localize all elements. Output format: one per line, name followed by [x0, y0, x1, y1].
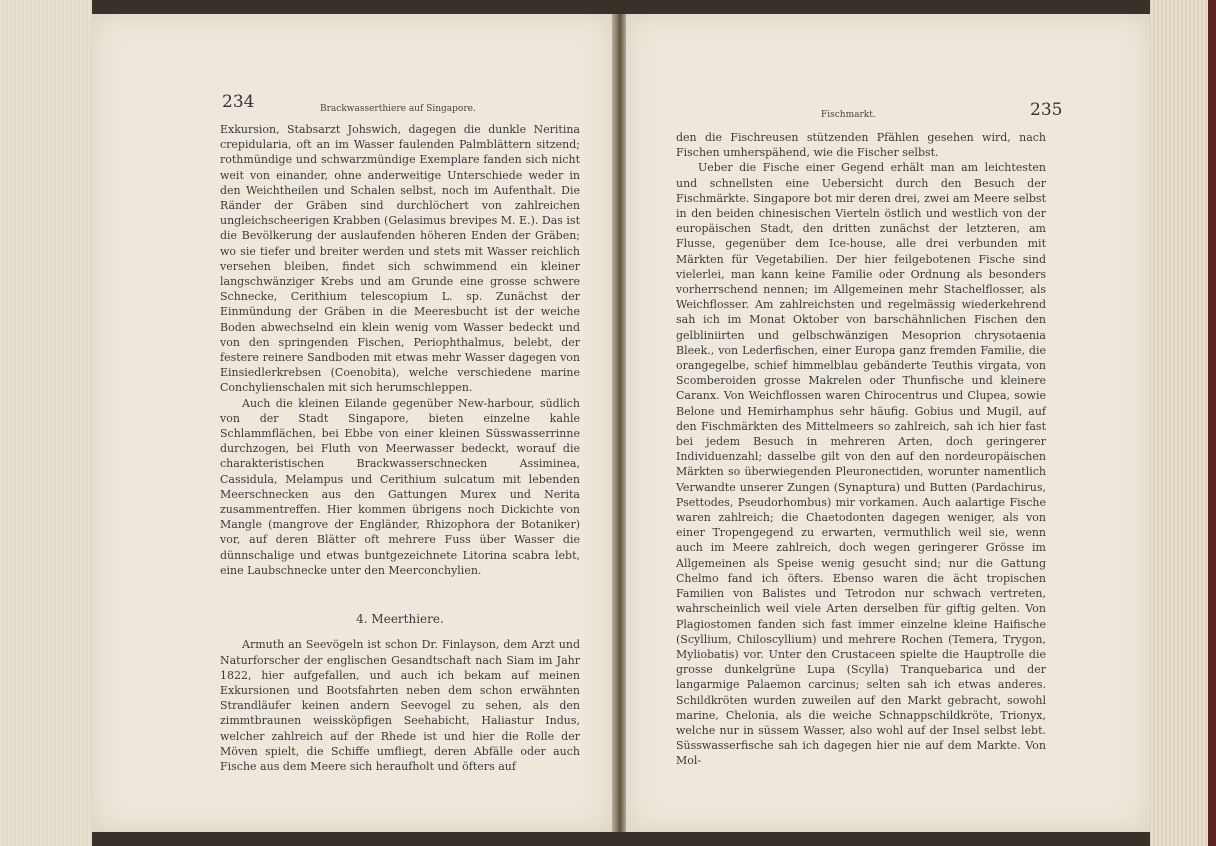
section-title: 4. Meerthiere. [356, 612, 444, 627]
left-paragraph-2: Auch die kleinen Eilande gegenüber New-harbour, südlich von der Stadt Singapore, bieten einzelne kahle Schlammflächen, bei Ebbe von einer kleinen Süsswasserrinne durchzogen, bei Fluth von Meerwasser bedeckt, worauf die charakteristischen Brackwasserschnecken Assiminea, Cassidula, Melampus und Cerithium sulcatum mit lebenden Meerschnecken aus den Gattungen Murex und Nerita zusammentreffen. Hier kommen übrigens noch Dickichte von Mangle (mangrove der Engländer, Rhizophora der Botaniker) vor, auf deren Blätter oft mehrere Fuss über Wasser die dünnschalige und etwas buntgezeichnete Litorina scabra lebt, eine Laubschnecke unter den Meerconchylien. [220, 396, 580, 577]
right-running-head: Fischmarkt. [821, 110, 876, 120]
right-page-number: 235 [1030, 100, 1063, 120]
right-paragraph-1: den die Fischreusen stützenden Pfählen gesehen wird, nach Fischen umherspähend, wie die Fischer selbst. [676, 131, 1046, 160]
right-paragraph-2: Ueber die Fische einer Gegend erhält man am leichtesten und schnellsten eine Uebersicht durch den Besuch der Fischmärkte. Singapore bot mir deren drei, zwei am Meere selbst in den beiden chinesischen Vierteln östlich und westlich von der europäischen Stadt, den dritten zunächst der letzteren, am Flusse, gegenüber dem Ice-house, alle drei verbunden mit Märkten für Vegetabilien. Der hier feilgebotenen Fische sind vielerlei, man kann keine Familie oder Ordnung als besonders vorherrschend nennen; im Allgemeinen mehr Stachelflosser, als Weichflosser. Am zahlreichsten und regelmässig wiederkehrend sah ich im Monat Oktober von barschähnlichen Fischen den gelbliniirten und gelbschwänzigen Mesoprion chrysotaenia Bleek., von Lederfischen, einer Europa ganz fremden Familie, die orangegelbe, schief himmelblau gebänderte Teuthis virgata, von Scomberoiden grosse Makrelen oder Thunfische und kleinere Caranx. Von Weichflossen waren Chirocentrus und Clupea, sowie Belone und Hemirhamphus sehr häufig. Gobius und Mugil, auf den Fischmärkten des Mittelmeers so zahlreich, sah ich hier fast bei jedem Besuch in mehreren Arten, doch geringerer Individuenzahl; dasselbe gilt von den auf den nordeuropäischen Märkten so überwiegenden Pleuronectiden, worunter namentlich Verwandte unserer Zungen (Synaptura) und Butten (Pardachirus, Psettodes, Pseudorhombus) mir vorkamen. Auch aalartige Fische waren zahlreich; die Chaetodonten dagegen weniger, als von einer Tropengegend zu erwarten, vermuthlich weil sie, wenn auch im Meere zahlreich, doch wegen geringerer Grösse im Allgemeinen als Speise wenig gesucht sind; nur die Gattung Chelmo fand ich öfters. Ebenso waren die ächt tropischen Familien von Balistes und Tetrodon nur schwach vertreten, wahrscheinlich weil viele Arten derselben für giftig gelten. Von Plagiostomen fanden sich fast immer einzelne kleine Haifische (Scyllium, Chiloscyllium) und mehrere Rochen (Temera, Trygon, Myliobatis) vor. Unter den Crustaceen spielte die Hauptrolle die grosse dunkelgrüne Lupa (Scylla) Tranquebarica und der langarmige Palaemon carcinus; selten sah ich etwas anderes. Schildkröten wurden zuweilen auf den Markt gebracht, sowohl marine, Chelonia, als die weiche Schnappschildkröte, Trionyx, welche nur in süssem Wasser, also wohl auf der Insel selbst lebt. Süsswasserfische sah ich dagegen hier nie auf dem Markte. Von Mol- [676, 161, 1046, 768]
left-running-head: Brackwasserthiere auf Singapore. [320, 104, 476, 114]
book-gutter [612, 14, 626, 832]
page-edges-left [0, 0, 92, 846]
book-cover-right [1208, 0, 1216, 846]
left-page-body [220, 122, 580, 774]
right-page [626, 14, 1150, 832]
left-page [92, 14, 612, 832]
left-section-paragraph: Armuth an Seevögeln ist schon Dr. Finlayson, dem Arzt und Naturforscher der englischen Gesandtschaft nach Siam im Jahr 1822, hier aufgefallen, und auch ich bekam auf meinen Exkursionen und Bootsfahrten neben dem schon erwähnten Strandläufer keinen andern Seevogel zu sehen, als den zimmtbraunen weissköpfigen Seehabicht, Haliastur Indus, welcher zahlreich auf der Rhede ist und hier die Rolle der Möven spielt, die Schiffe umfliegt, deren Abfälle oder auch Fische aus dem Meere sich heraufholt und öfters auf [220, 638, 580, 773]
right-page-body [676, 130, 1046, 769]
page-edges-right [1150, 0, 1216, 846]
left-page-number: 234 [222, 92, 255, 112]
left-paragraph-1: Exkursion, Stabsarzt Johswich, dagegen die dunkle Neritina crepidularia, oft an im Wasser faulenden Palmblättern sitzend; rothmündige und schwarzmündige Exemplare fanden sich nicht weit von einander, ohne anderweitige Unterschiede weder in den Weichtheilen und Schalen selbst, noch im Aufenthalt. Die Ränder der Gräben sind durchlöchert von zahlreichen ungleichscheerigen Krabben (Gelasimus brevipes M. E.). Das ist die Bevölkerung der auslaufenden höheren Enden der Gräben; wo sie tiefer und breiter werden und stets mit Wasser reichlich versehen bleiben, findet sich schwimmend ein kleiner langschwänziger Krebs und am Grunde eine grosse schwere Schnecke, Cerithium telescopium L. sp. Zunächst der Einmündung der Gräben in die Meeresbucht ist der weiche Boden abwechselnd ein klein wenig vom Wasser bedeckt und von den springenden Fischen, Periophthalmus, belebt, der festere reinere Sandboden mit etwas mehr Wasser dagegen von Einsiedlerkrebsen (Coenobita), welche verschiedene marine Conchylienschalen mit sich herumschleppen. [220, 123, 580, 395]
